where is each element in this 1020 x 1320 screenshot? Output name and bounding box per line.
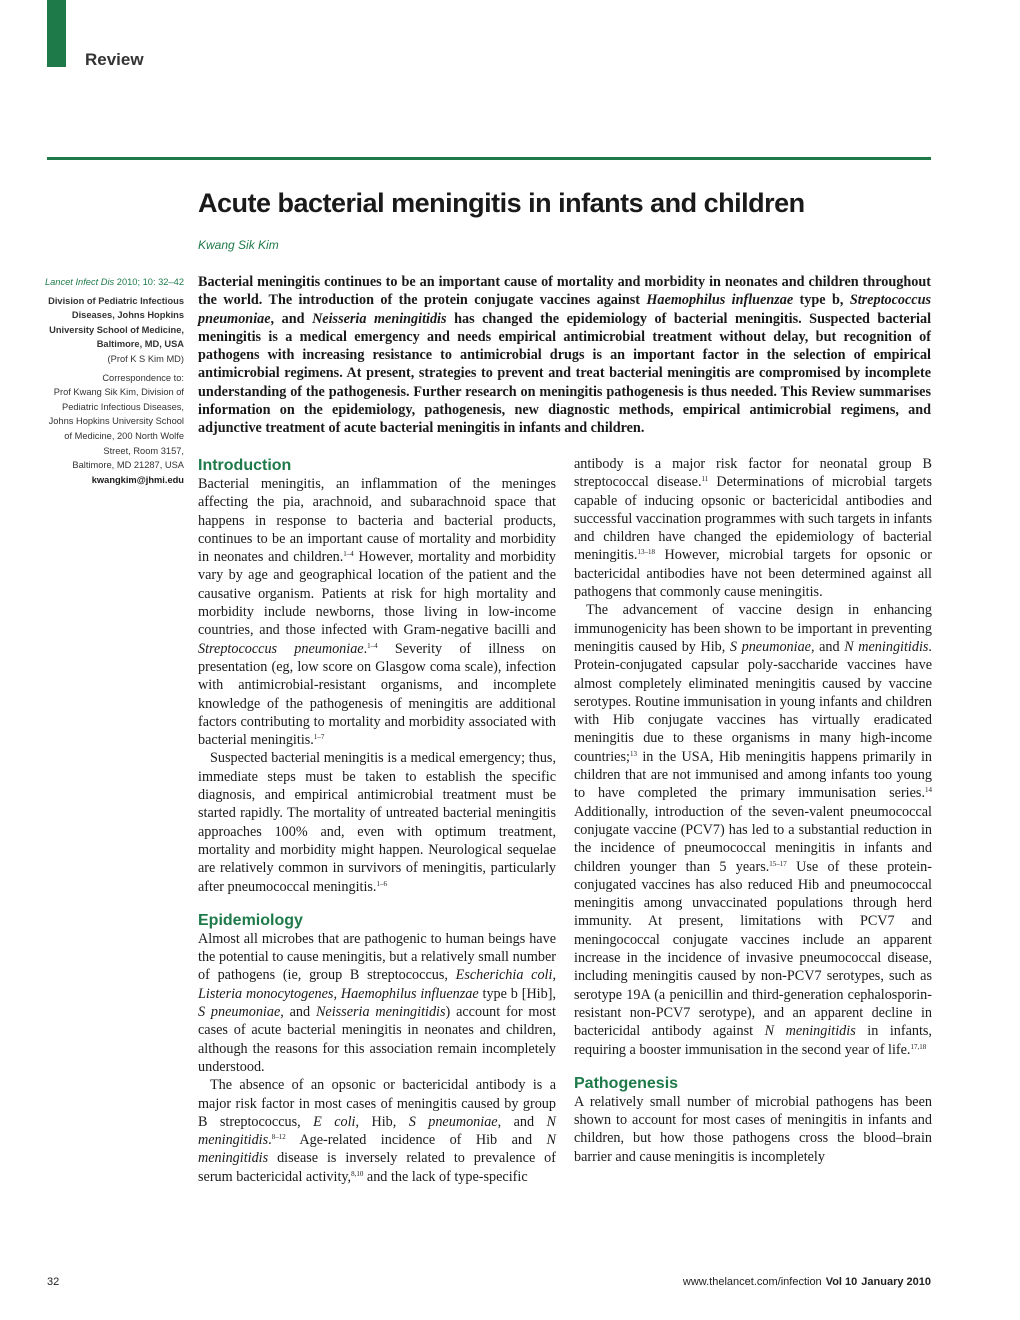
paragraph: The advancement of vaccine design in enhancing immunogenicity has been shown to be important in preventing meningitis caused by Hib, S pneumoniae, and N meningitidis. Protein-conjugated capsular poly-saccharide vaccines have almost completely eliminated meningitis caused by vaccine serotypes. Routine immunisation in young infants and children with Hib conjugate vaccines has virtually eradicated meningitis due to these organisms in many high-income countries;$^{13}$ in the USA, Hib meningitis happens primarily in children that are not immunised and among infants too young to have completed the primary immunisation series.$^{14}$ Additionally, introduction of the seven-valent pneumococcal conjugate vaccine (PCV7) has led to a substantial reduction in the incidence of pneumococcal meningitis in infants and children younger than 5 years.$^{15-17}$ Use of these protein-conjugated vaccines has also reduced Hib and pneumococcal meningitis among unvaccinated populations through herd immunity. At present, limitations with PCV7 and meningococcal conjugate vaccines include an apparent increase in the incidence of invasive pneumococcal disease, including meningitis caused by non-PCV7 serotypes, such as serotype 19A (a penicillin and third-generation cephalosporin-resistant non-PCV7 serotype), and an apparent decline in bactericidal antibody against N meningitidis in infants, requiring a booster immunisation in the second year of life.$^{17,18}$ xyxy=(574,602,932,1058)
correspondence-label: Correspondence to: xyxy=(102,372,184,383)
citation-ref[interactable]: 1–6 xyxy=(376,879,387,888)
citation-ref[interactable]: 14 xyxy=(925,786,932,795)
paragraph: A relatively small number of microbial pathogens has been shown to account for most cases of meningitis in infants and children, but how those pathogens cross the blood–brain barrier and cause meningitis is incompletely xyxy=(574,1093,932,1165)
correspondence-line: Street, Room 3157, xyxy=(103,445,184,456)
citation-volume: 2010; 10: 32–42 xyxy=(114,277,184,287)
paragraph: Bacterial meningitis, an inflammation of the meninges affecting the pia, arachnoid, and subarachnoid space that happens in response to bacteria and bacterial products, continues to be an important cause of mortality and morbidity in neonates and children.$^{1-4}$ However, mortality and morbidity vary by age and geographical location of the patient and the causative organism. Patients at risk for high mortality and morbidity include newborns, those living in low-income countries, and those infected with Gram-negative bacilli and Streptococcus pneumoniae.$^{1-4}$ Severity of illness on presentation (eg, low score on Glasgow coma scale), infection with antimicrobial-resistant organisms, and incomplete knowledge of the pathogenesis of meningitis are additional factors contributing to mortality and morbidity associated with bacterial meningitis.$^{1-7}$ xyxy=(198,476,557,749)
citation-ref[interactable]: 1–4 xyxy=(367,641,378,650)
affiliation-line: University School of Medicine, xyxy=(49,324,184,335)
citation-ref[interactable]: 8,10 xyxy=(351,1169,364,1178)
citation-ref[interactable]: 15–17 xyxy=(769,859,787,868)
citation-ref[interactable]: 1–4 xyxy=(343,550,354,559)
correspondence-line: Baltimore, MD 21287, USA xyxy=(72,460,184,471)
page-number: 32 xyxy=(47,1276,60,1288)
author-name: Kwang Sik Kim xyxy=(198,238,279,252)
correspondence-line: Johns Hopkins University School xyxy=(48,416,184,427)
email-link[interactable]: kwangkim@jhmi.edu xyxy=(91,474,184,485)
correspondence-line: of Medicine, 200 North Wolfe xyxy=(64,430,184,441)
citation-journal: Lancet Infect Dis xyxy=(44,277,115,287)
text-continued: and the lack of type-specific xyxy=(363,1168,528,1185)
citation-ref[interactable]: 11 xyxy=(701,475,709,484)
footer-info xyxy=(683,1276,931,1288)
body-column-left xyxy=(198,455,556,1186)
body-column-right xyxy=(574,455,932,1166)
citation-ref[interactable]: 13 xyxy=(629,749,637,758)
citation-ref[interactable]: 13–18 xyxy=(637,548,655,557)
correspondence-line: Prof Kwang Sik Kim, Division of xyxy=(53,387,184,398)
header-rule xyxy=(47,157,931,160)
paragraph: Almost all microbes that are pathogenic to human beings have the potential to cause meningitis, but a relatively small number of pathogens (ie, group B streptococcus, Escherichia coli, Listeria monocytogenes, Haemophilus influenzae type b [Hib], S pneumoniae, and Neisseria meningitidis) account for most cases of acute bacterial meningitis in neonates and children, although the reasons for this association remain incompletely understood. xyxy=(198,930,556,1075)
journal-url[interactable]: www.thelancet.com/infection xyxy=(682,1276,822,1288)
affiliation-line: Baltimore, MD, USA xyxy=(96,339,184,350)
paragraph: Suspected bacterial meningitis is a medical emergency; thus, immediate steps must be taken to establish the specific diagnosis, and empirical antimicrobial treatment must be started rapidly. The mortality of untreated bacterial meningitis approaches 100% and, even with optimum treatment, mortality and morbidity might happen. Neurological sequelae are relatively common in survivors of meningitis, particularly after pneumococcal meningitis.$^{1-6}$ xyxy=(198,750,556,895)
paragraph-continued: antibody is a major risk factor for neonatal group B streptococcal disease.$^{11}$ Determinations of microbial targets capable of inducing opsonic or bactericidal antibodies and successful vaccination programmes with such targets in infants and children have changed the epidemiology of bacterial meningitis.$^{13-18}$ However, microbial targets for opsonic or bactericidal antibodies have not been determined against all pathogens that commonly cause meningitis. xyxy=(574,456,932,601)
citation-ref[interactable]: 1–7 xyxy=(313,733,325,742)
affiliation-short: (Prof K S Kim MD) xyxy=(107,353,184,364)
heading-introduction: Introduction xyxy=(198,457,292,474)
heading-epidemiology: Epidemiology xyxy=(198,911,303,929)
section-color-bar xyxy=(47,0,66,67)
sidebar xyxy=(20,275,184,487)
affiliation-line: Diseases, Johns Hopkins xyxy=(71,310,184,321)
affiliation-line: Division of Pediatric Infectious xyxy=(48,295,184,306)
correspondence-line: Pediatric Infectious Diseases, xyxy=(62,401,184,412)
section-label: Review xyxy=(85,50,144,69)
citation xyxy=(20,275,184,290)
abstract: Bacterial meningitis continues to be an important cause of mortality and morbidity in neonates and children throughout the world. The introduction of the protein conjugate vaccines against Haemophilus influenzae type b, Streptococcus pneumoniae, and Neisseria meningitidis has changed the epidemiology of bacterial meningitis. Suspected bacterial meningitis is a medical emergency and needs empirical antimicrobial treatment without delay, but recognition of pathogens with increasing resistance to antimicrobial drugs is an important factor in the selection of empirical antimicrobial regimens. At present, strategies to prevent and treat bacterial meningitis are compromised by incomplete understanding of the pathogenesis. Further research on meningitis pathogenesis is thus needed. This Review summarises information on the epidemiology, pathogenesis, new diagnostic methods, empirical antimicrobial regimens, and adjunctive treatment of acute bacterial meningitis in infants and children. xyxy=(198,274,932,437)
citation-ref[interactable]: 8–12 xyxy=(271,1133,286,1142)
volume: Vol 10 xyxy=(825,1276,858,1288)
heading-pathogenesis: Pathogenesis xyxy=(574,1074,679,1092)
citation-ref[interactable]: 17,18 xyxy=(910,1042,927,1051)
issue-date: January 2010 xyxy=(861,1276,931,1288)
paragraph: The absence of an opsonic or bactericidal antibody is a major risk factor in most cases of meningitis caused by group B streptococcus, E coli, Hib, S pneumoniae, and N meningitidis.$^{8-12}$ Age-related incidence of Hib and N meningitidis disease is inversely related to prevalence of serum bactericidal activity,$^{8,10}$ and the lack of type-specific xyxy=(198,1077,556,1185)
article-title: Acute bacterial meningitis in infants and children xyxy=(198,188,805,218)
